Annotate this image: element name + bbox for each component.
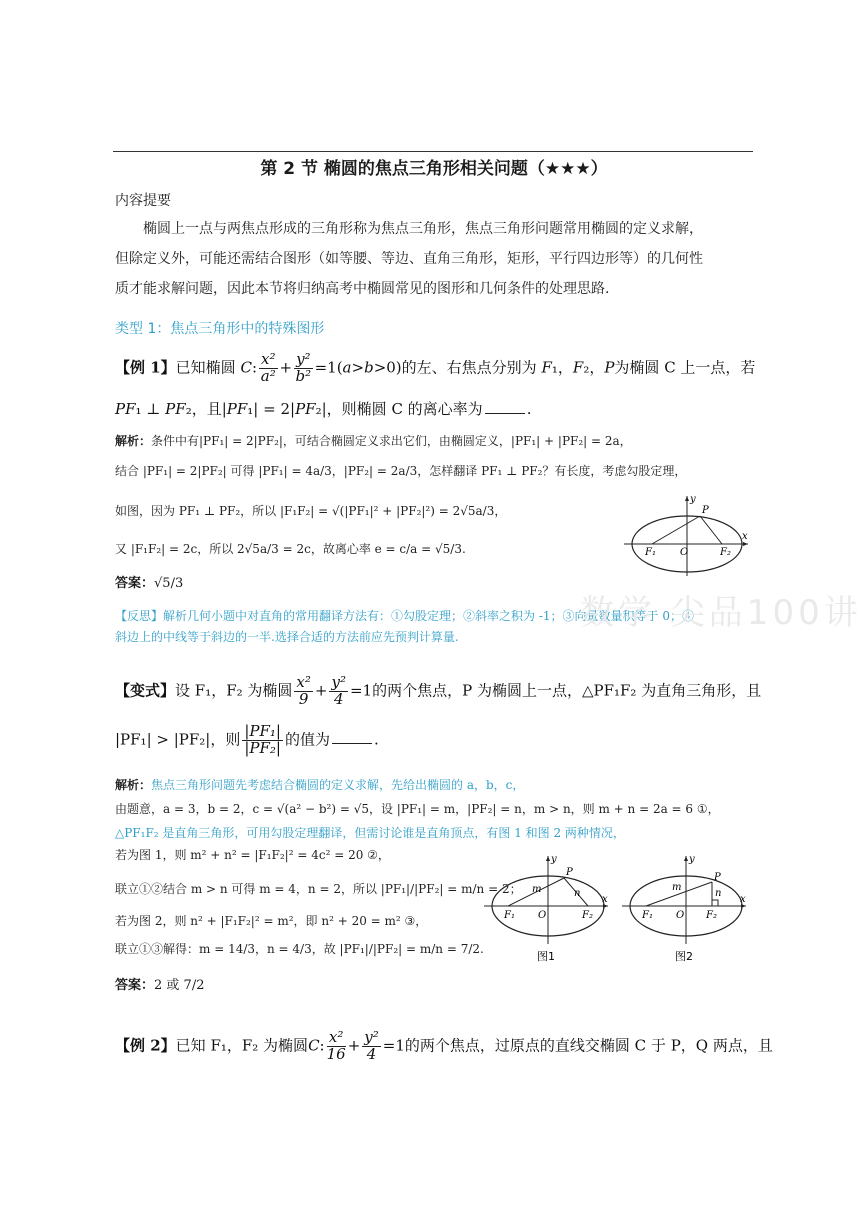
var-solution-3: △PF₁F₂ 是直角三角形，可用勾股定理翻译，但需讨论谁是直角顶点，有图 1 和图 2 两种情况， xyxy=(115,826,625,840)
var-tag: 【变式】 xyxy=(115,681,176,700)
ex2-ellipse-fraction-x: $\frac{\text{x²}}{16}$ xyxy=(326,1028,346,1063)
intro-heading: 内容提要 xyxy=(115,193,171,209)
ex1-sol1: 条件中有|PF₁| = 2|PF₂|，可结合椭圆定义求出它们，由椭圆定义，|PF₁| + |PF₂| = 2a， xyxy=(151,434,632,448)
var-solution-5: 联立①②结合 m > n 可得 m = 4，n = 2，所以 |PF₁|/|PF₂| = m/n = 2； xyxy=(115,882,522,896)
ex1-ellipse-fraction-x: $\frac{\text{x²}}{\text{a²}}$ xyxy=(260,350,276,385)
var-ellipse-fraction-x: $\frac{\text{x²}}{9}$ xyxy=(296,673,311,708)
var-solution-2: 由题意，a = 3，b = 2，c = √(a² − b²) = √5，设 |PF₁| = m，|PF₂| = n，m > n，则 m + n = 2a = 6 ①， xyxy=(115,802,720,816)
ex1-solution-1 xyxy=(115,432,632,449)
var-answer xyxy=(115,974,204,993)
ex1-solution-2: 结合 |PF₁| = 2|PF₂| 可得 |PF₁| = 4a/3，|PF₂| = 2a/3，怎样翻译 PF₁ ⊥ PF₂？有长度，考虑勾股定理， xyxy=(115,464,687,478)
ex1-point-p: P xyxy=(702,505,709,516)
ex1-x-label: x xyxy=(742,531,748,542)
section-title: 第 2 节 椭圆的焦点三角形相关问题（★★★） xyxy=(260,159,608,179)
var-solution-7: 联立①③解得：m = 14/3，n = 4/3，故 |PF₁|/|PF₂| = m/n = 7/2. xyxy=(115,942,484,956)
fig1-point-f1: F₁ xyxy=(504,910,515,921)
var-ans-label: 答案： xyxy=(115,978,155,993)
ex1-x-axis-arrow xyxy=(743,542,748,546)
var-figure-2 xyxy=(620,852,750,964)
var-solution-6: 若为图 2，则 n² + |F₁F₂|² = m²，即 n² + 20 = m² ③， xyxy=(115,914,428,928)
ex1-q2-a: ，且 xyxy=(191,400,222,418)
fig2-y-label: y xyxy=(689,854,695,865)
fig2-caption: 图2 xyxy=(675,950,693,963)
ex2-q-a: 已知 F₁，F₂ 为椭圆 xyxy=(175,1036,309,1055)
fig1-y-axis-arrow xyxy=(546,856,550,861)
ex2-question-line-1: 【例 2】已知 F₁，F₂ 为椭圆C: $\frac{\text{x²}}{16}$ + $\frac{\text{y²}}{4}$ =1的两个焦点，过原点的直线交椭圆 C 于 P，Q 两点，且 xyxy=(115,1028,773,1063)
var-sol-label: 解析： xyxy=(115,778,152,792)
var-q-b: 的两个焦点，P 为椭圆上一点，△PF₁F₂ 为直角三角形，且 xyxy=(372,681,762,700)
ex1-segment-pf2 xyxy=(700,516,722,544)
fig1-origin: O xyxy=(538,910,547,921)
ex1-reflection-1: 【反思】解析几何小题中对直角的常用翻译方法有：①勾股定理；②斜率之积为 -1；③向量数量积等于 0；④ xyxy=(115,609,694,623)
ex1-answer xyxy=(115,572,183,591)
var-q2-a: |PF₁| > |PF₂|，则 xyxy=(115,730,241,749)
fig2-point-f1: F₁ xyxy=(642,910,653,921)
ex1-origin: O xyxy=(680,547,689,558)
fig2-label-m: m xyxy=(672,882,682,893)
ex2-ellipse-fraction-y: $\frac{\text{y²}}{4}$ xyxy=(364,1028,379,1063)
fig2-point-p: P xyxy=(714,872,721,883)
ex2-q-b: 的两个焦点，过原点的直线交椭圆 C 于 P，Q 两点，且 xyxy=(404,1036,773,1055)
ex1-y-axis-arrow xyxy=(685,496,689,501)
ex1-ellipse-figure xyxy=(622,492,752,578)
var-figure-1 xyxy=(482,852,612,964)
ex1-ans-label: 答案： xyxy=(115,576,155,591)
fig1-point-p: P xyxy=(566,867,573,878)
fig2-point-f2: F₂ xyxy=(706,910,717,921)
var-ratio-fraction: $\frac{\text{|PF₁|}}{\text{|PF₂|}}$ xyxy=(244,722,281,757)
fig1-y-label: y xyxy=(551,854,557,865)
var-ans: 2 或 7/2 xyxy=(154,978,205,993)
fig1-caption: 图1 xyxy=(537,950,555,963)
var-solution-4: 若为图 1，则 m² + n² = |F₁F₂|² = 4c² = 20 ②， xyxy=(115,848,390,862)
var-q2-b: 的值为 xyxy=(284,730,330,749)
ex1-ans: √5/3 xyxy=(154,576,184,591)
ex1-question-line-1: 【例 1】已知椭圆 C: $\frac{\text{x²}}{\text{a²}}$ + $\frac{\text{y²}}{\text{b²}}$ =1(a>b>0)的左、右焦点分别为 F₁，F₂，P为椭圆 C 上一点，若 xyxy=(115,350,756,385)
ex1-point-f2: F₂ xyxy=(720,547,731,558)
var-question-line-2: |PF₁| > |PF₂|，则 $\frac{\text{|PF₁|}}{\text{|PF₂|}}$ 的值为 . xyxy=(115,722,379,757)
header-rule xyxy=(113,151,753,152)
ex1-q-b: 的左、右焦点分别为 xyxy=(401,358,537,377)
fig1-point-f2: F₂ xyxy=(582,910,593,921)
fig2-y-axis-arrow xyxy=(684,856,688,861)
intro-line-1: 椭圆上一点与两焦点形成的三角形称为焦点三角形，焦点三角形问题常用椭圆的定义求解， xyxy=(143,221,703,237)
intro-line-2: 但除定义外，可能还需结合图形（如等腰、等边、直角三角形，矩形，平行四边形等）的几何性 xyxy=(115,251,703,267)
ex1-question-line-2: PF₁ ⊥ PF₂，且|PF₁| = 2|PF₂|，则椭圆 C 的离心率为 . xyxy=(115,400,532,418)
var-question-line-1: 【变式】设 F₁，F₂ 为椭圆 $\frac{\text{x²}}{9}$ + $\frac{\text{y²}}{4}$ =1的两个焦点，P 为椭圆上一点，△PF₁F₂ 为直角三角形，且 xyxy=(115,673,762,708)
ex1-y-label: y xyxy=(690,494,696,505)
ex1-ellipse-fraction-y: $\frac{\text{y²}}{\text{b²}}$ xyxy=(295,350,312,385)
type1-heading: 类型 1：焦点三角形中的特殊图形 xyxy=(115,321,325,337)
var-sol1: 焦点三角形问题先考虑结合椭圆的定义求解，先给出椭圆的 a，b，c， xyxy=(151,778,525,792)
ex1-solution-4: 又 |F₁F₂| = 2c，所以 2√5a/3 = 2c，故离心率 e = c/a = √5/3. xyxy=(115,542,466,556)
ex1-tag: 【例 1】 xyxy=(115,358,176,377)
ex1-solution-3: 如图，因为 PF₁ ⊥ PF₂，所以 |F₁F₂| = √(|PF₁|² + |PF₂|²) = 2√5a/3， xyxy=(115,504,507,518)
intro-line-3: 质才能求解问题，因此本节将归纳高考中椭圆常见的图形和几何条件的处理思路. xyxy=(115,281,610,297)
fig2-label-n: n xyxy=(715,888,722,899)
watermark: 数学 尖品100讲 xyxy=(580,593,862,633)
ex1-reflection-2: 斜边上的中线等于斜边的一半.选择合适的方法前应先预判计算量. xyxy=(115,630,459,644)
var-ellipse-fraction-y: $\frac{\text{y²}}{4}$ xyxy=(331,673,346,708)
ex1-q-c: 为椭圆 C 上一点，若 xyxy=(614,358,756,377)
var-answer-blank xyxy=(332,743,372,744)
fig2-origin: O xyxy=(676,910,685,921)
fig1-label-m: m xyxy=(532,884,542,895)
ex1-answer-blank xyxy=(485,413,525,414)
fig1-x-label: x xyxy=(602,894,608,905)
ex1-q-a: 已知椭圆 xyxy=(175,358,236,377)
fig1-label-n: n xyxy=(574,888,581,899)
fig2-x-label: x xyxy=(740,894,746,905)
var-solution-1 xyxy=(115,776,524,793)
ex1-sol-label: 解析： xyxy=(115,434,152,448)
var-q-a: 设 F₁，F₂ 为椭圆 xyxy=(175,681,293,700)
ex1-point-f1: F₁ xyxy=(645,547,656,558)
fig2-right-angle-mark xyxy=(712,900,718,906)
ex2-tag: 【例 2】 xyxy=(115,1036,176,1055)
ex1-q2-b: ，则椭圆 C 的离心率为 xyxy=(326,400,483,418)
